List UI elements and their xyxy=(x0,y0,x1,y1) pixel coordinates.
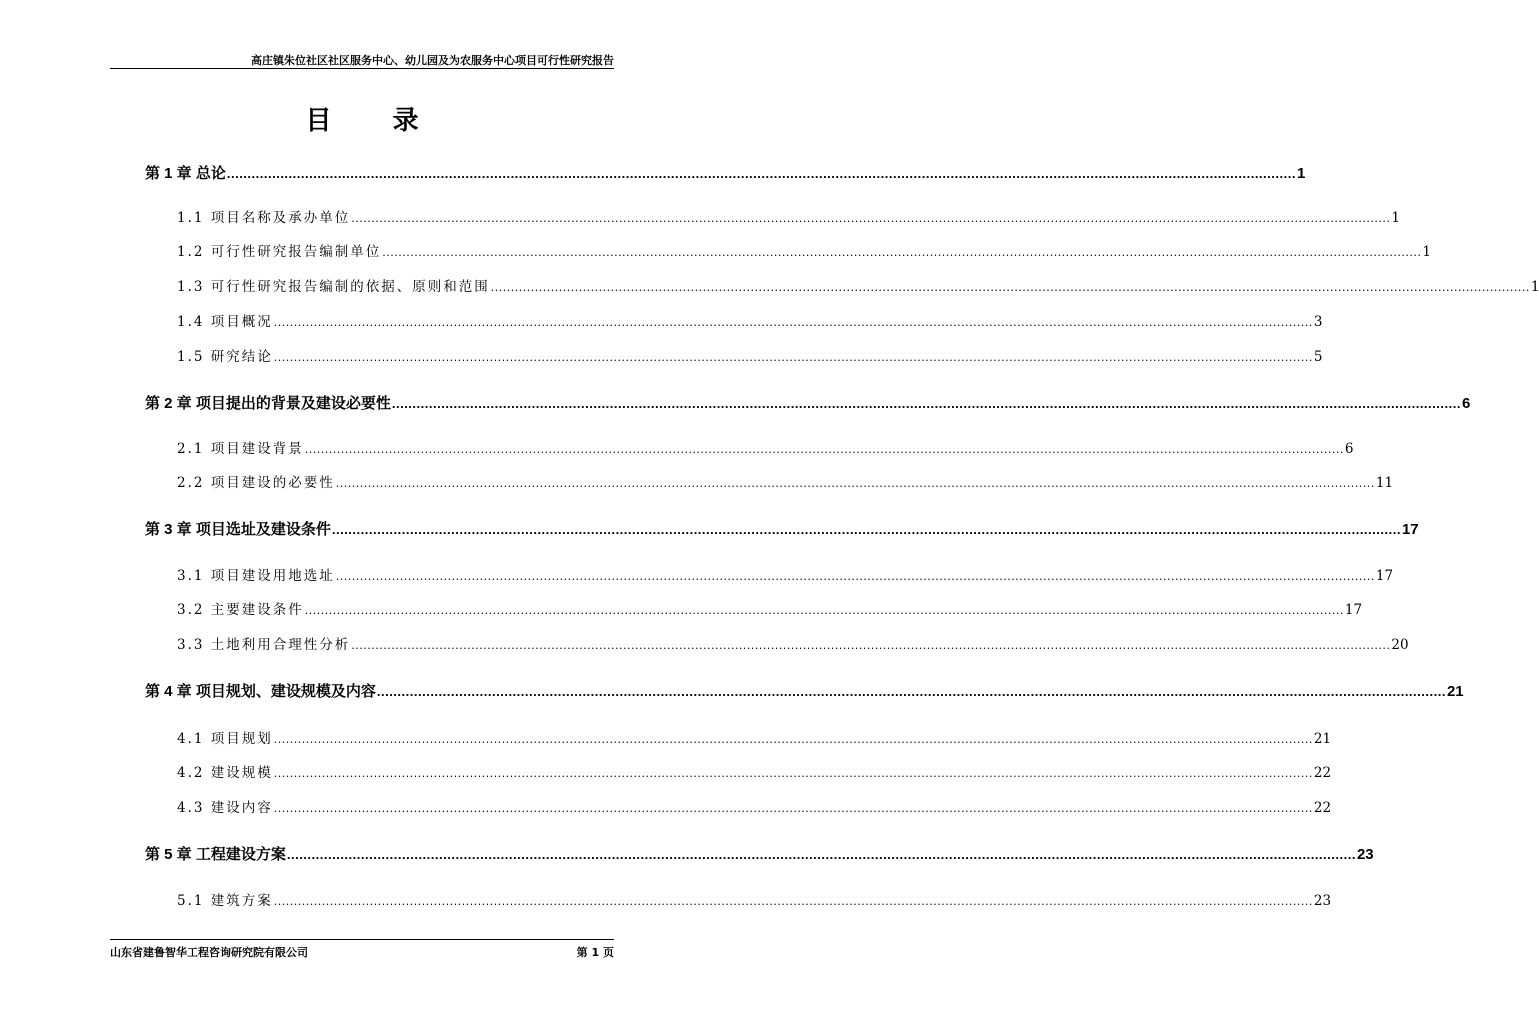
toc-entry-label: 第 1 章 总论 xyxy=(145,165,226,182)
toc-entry-page-number: 1 xyxy=(1422,244,1431,260)
toc-entry-label: 第 4 章 项目规划、建设规模及内容 xyxy=(145,683,376,700)
toc-leader-dots: .................................................................................................................................................................................................................................................................... xyxy=(376,684,1446,699)
toc-entry-page-number: 1 xyxy=(1391,210,1400,226)
toc-entry-label: 3.3 土地利用合理性分析 xyxy=(177,637,351,653)
toc-entry-page-number: 23 xyxy=(1313,893,1332,909)
toc-leader-dots: .................................................................................................................................................................................................................................................................... xyxy=(286,847,1356,862)
toc-entry-label: 3.1 项目建设用地选址 xyxy=(177,568,335,584)
toc-section-entry[interactable] xyxy=(177,240,1431,260)
toc-section-entry[interactable] xyxy=(177,437,1354,457)
footer-page-number: 第 1 页 xyxy=(576,946,614,959)
toc-entry-label: 1.3 可行性研究报告编制的依据、原则和范围 xyxy=(177,279,490,295)
toc-entry-page-number: 3 xyxy=(1313,314,1323,330)
toc-chapter-entry[interactable] xyxy=(145,162,1306,183)
toc-entry-label: 4.3 建设内容 xyxy=(177,800,273,816)
toc-entry-label: 第 2 章 项目提出的背景及建设必要性 xyxy=(145,395,391,412)
toc-leader-dots: .................................................................................................................................................................................................................................................................... xyxy=(304,443,1344,456)
toc-leader-dots: .................................................................................................................................................................................................................................................................... xyxy=(335,570,1375,583)
toc-section-entry[interactable] xyxy=(177,275,1539,295)
toc-section-entry[interactable] xyxy=(177,727,1332,747)
toc-leader-dots: .................................................................................................................................................................................................................................................................... xyxy=(273,802,1313,815)
toc-entry-label: 4.1 项目规划 xyxy=(177,731,273,747)
toc-entry-page-number: 17 xyxy=(1401,521,1419,538)
header-rule xyxy=(110,68,614,69)
toc-entry-label: 第 3 章 项目选址及建设条件 xyxy=(145,521,331,538)
toc-section-entry[interactable] xyxy=(177,471,1394,491)
toc-entry-page-number: 17 xyxy=(1375,568,1394,584)
toc-leader-dots: .................................................................................................................................................................................................................................................................... xyxy=(335,477,1375,490)
toc-entry-page-number: 22 xyxy=(1313,765,1332,781)
toc-entry-label: 1.5 研究结论 xyxy=(177,349,273,365)
toc-entry-label: 1.4 项目概况 xyxy=(177,314,273,330)
toc-section-entry[interactable] xyxy=(177,598,1363,618)
toc-leader-dots: .................................................................................................................................................................................................................................................................... xyxy=(382,246,1422,259)
toc-entry-page-number: 23 xyxy=(1356,846,1374,863)
toc-leader-dots: .................................................................................................................................................................................................................................................................... xyxy=(351,639,1391,652)
toc-entry-page-number: 22 xyxy=(1313,800,1332,816)
toc-entry-page-number: 21 xyxy=(1313,731,1332,747)
toc-entry-label: 1.2 可行性研究报告编制单位 xyxy=(177,244,382,260)
toc-entry-label: 5.1 建筑方案 xyxy=(177,893,273,909)
footer-organization: 山东省建鲁智华工程咨询研究院有限公司 xyxy=(110,946,308,959)
toc-entry-label: 1.1 项目名称及承办单位 xyxy=(177,210,351,226)
toc-section-entry[interactable] xyxy=(177,761,1332,781)
toc-entry-page-number: 20 xyxy=(1391,637,1409,653)
toc-section-entry[interactable] xyxy=(177,796,1332,816)
toc-entry-label: 第 5 章 工程建设方案 xyxy=(145,846,286,863)
toc-title: 目 录 xyxy=(305,106,445,136)
toc-entry-page-number: 1 xyxy=(1530,279,1539,295)
toc-section-entry[interactable] xyxy=(177,345,1323,365)
toc-entry-page-number: 17 xyxy=(1344,602,1363,618)
toc-section-entry[interactable] xyxy=(177,633,1409,653)
toc-leader-dots: .................................................................................................................................................................................................................................................................... xyxy=(331,522,1401,537)
toc-entry-label: 3.2 主要建设条件 xyxy=(177,602,304,618)
toc-entry-page-number: 5 xyxy=(1313,349,1323,365)
toc-leader-dots: .................................................................................................................................................................................................................................................................... xyxy=(490,281,1530,294)
toc-entry-label: 2.1 项目建设背景 xyxy=(177,441,304,457)
footer-rule xyxy=(110,939,614,940)
toc-chapter-entry[interactable] xyxy=(145,518,1419,539)
toc-section-entry[interactable] xyxy=(177,564,1394,584)
toc-entry-page-number: 11 xyxy=(1375,475,1394,491)
toc-leader-dots: .................................................................................................................................................................................................................................................................... xyxy=(273,767,1313,780)
toc-leader-dots: .................................................................................................................................................................................................................................................................... xyxy=(273,733,1313,746)
toc-entry-page-number: 21 xyxy=(1446,683,1464,700)
toc-entry-page-number: 6 xyxy=(1344,441,1354,457)
toc-section-entry[interactable] xyxy=(177,206,1400,226)
toc-entry-page-number: 6 xyxy=(1461,395,1471,412)
toc-chapter-entry[interactable] xyxy=(145,392,1471,413)
toc-entry-label: 4.2 建设规模 xyxy=(177,765,273,781)
toc-chapter-entry[interactable] xyxy=(145,680,1464,701)
toc-section-entry[interactable] xyxy=(177,889,1332,909)
toc-leader-dots: .................................................................................................................................................................................................................................................................... xyxy=(273,351,1313,364)
toc-leader-dots: .................................................................................................................................................................................................................................................................... xyxy=(273,895,1313,908)
toc-leader-dots: .................................................................................................................................................................................................................................................................... xyxy=(351,212,1391,225)
toc-leader-dots: .................................................................................................................................................................................................................................................................... xyxy=(273,316,1313,329)
toc-entry-page-number: 1 xyxy=(1296,165,1306,182)
toc-leader-dots: .................................................................................................................................................................................................................................................................... xyxy=(304,604,1344,617)
running-header: 高庄镇朱位社区社区服务中心、幼儿园及为农服务中心项目可行性研究报告 xyxy=(251,54,614,67)
toc-leader-dots: .................................................................................................................................................................................................................................................................... xyxy=(391,396,1461,411)
toc-chapter-entry[interactable] xyxy=(145,843,1374,864)
toc-section-entry[interactable] xyxy=(177,310,1323,330)
toc-leader-dots: .................................................................................................................................................................................................................................................................... xyxy=(226,166,1296,181)
toc-entry-label: 2.2 项目建设的必要性 xyxy=(177,475,335,491)
